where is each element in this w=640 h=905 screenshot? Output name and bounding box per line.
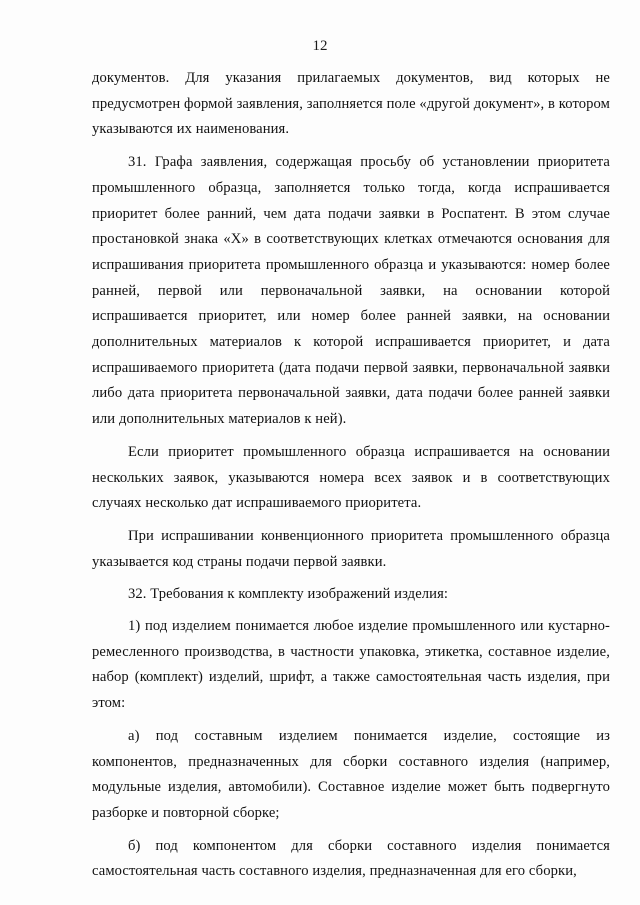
paragraph-subitem-b: б) под компонентом для сборки составного изделия понимается самостоятельная часть составного изделия, предназначенная для его сборки,: [92, 837, 610, 880]
document-body: [92, 66, 610, 892]
page-number: 12: [312, 38, 328, 54]
paragraph-several-applications: Если приоритет промышленного образца испрашивается на основании нескольких заявок, указываются номера всех заявок и в соответствующих случаях несколько дат испрашиваемого приоритета.: [92, 443, 610, 512]
paragraph-item-31: 31. Графа заявления, содержащая просьбу об установлении приоритета промышленного образца, заполняется только тогда, когда испрашивается приоритет более ранний, чем дата подачи заявки в Роспатент. В этом случае простановкой знака «Х» в соответствующих клетках отмечаются основания для испрашивания приоритета промышленного образца и указываются: номер более ранней, первой или первоначальной заявки, на основании которой испрашивается приоритет, или номер более ранней заявки, на основании дополнительных материалов к которой испрашивается приоритет, и дата испрашиваемого приоритета (дата подачи первой заявки, первоначальной заявки либо дата приоритета первоначальной заявки, дата подачи более ранней заявки или дополнительных материалов к ней).: [92, 154, 610, 428]
paragraph-continuation: документов. Для указания прилагаемых документов, вид которых не предусмотрен формой заявления, заполняется поле «другой документ», в котором указываются их наименования.: [92, 70, 610, 138]
paragraph-subitem-1: 1) под изделием понимается любое изделие промышленного или кустарно-ремесленного производства, в частности упаковка, этикетка, составное изделие, набор (комплект) изделий, шрифт, а также самостоятельная часть изделия, при этом:: [92, 618, 610, 712]
paragraph-subitem-a: а) под составным изделием понимается изделие, состоящие из компонентов, предназначенных для сборки составного изделия (например, модульные изделия, автомобили). Составное изделие может быть подвергнуто разборке и повторной сборке;: [92, 727, 610, 821]
paragraph-convention-priority: При испрашивании конвенционного приоритета промышленного образца указывается код страны подачи первой заявки.: [92, 527, 610, 570]
paragraph-item-32-heading: 32. Требования к комплекту изображений изделия:: [128, 586, 449, 603]
